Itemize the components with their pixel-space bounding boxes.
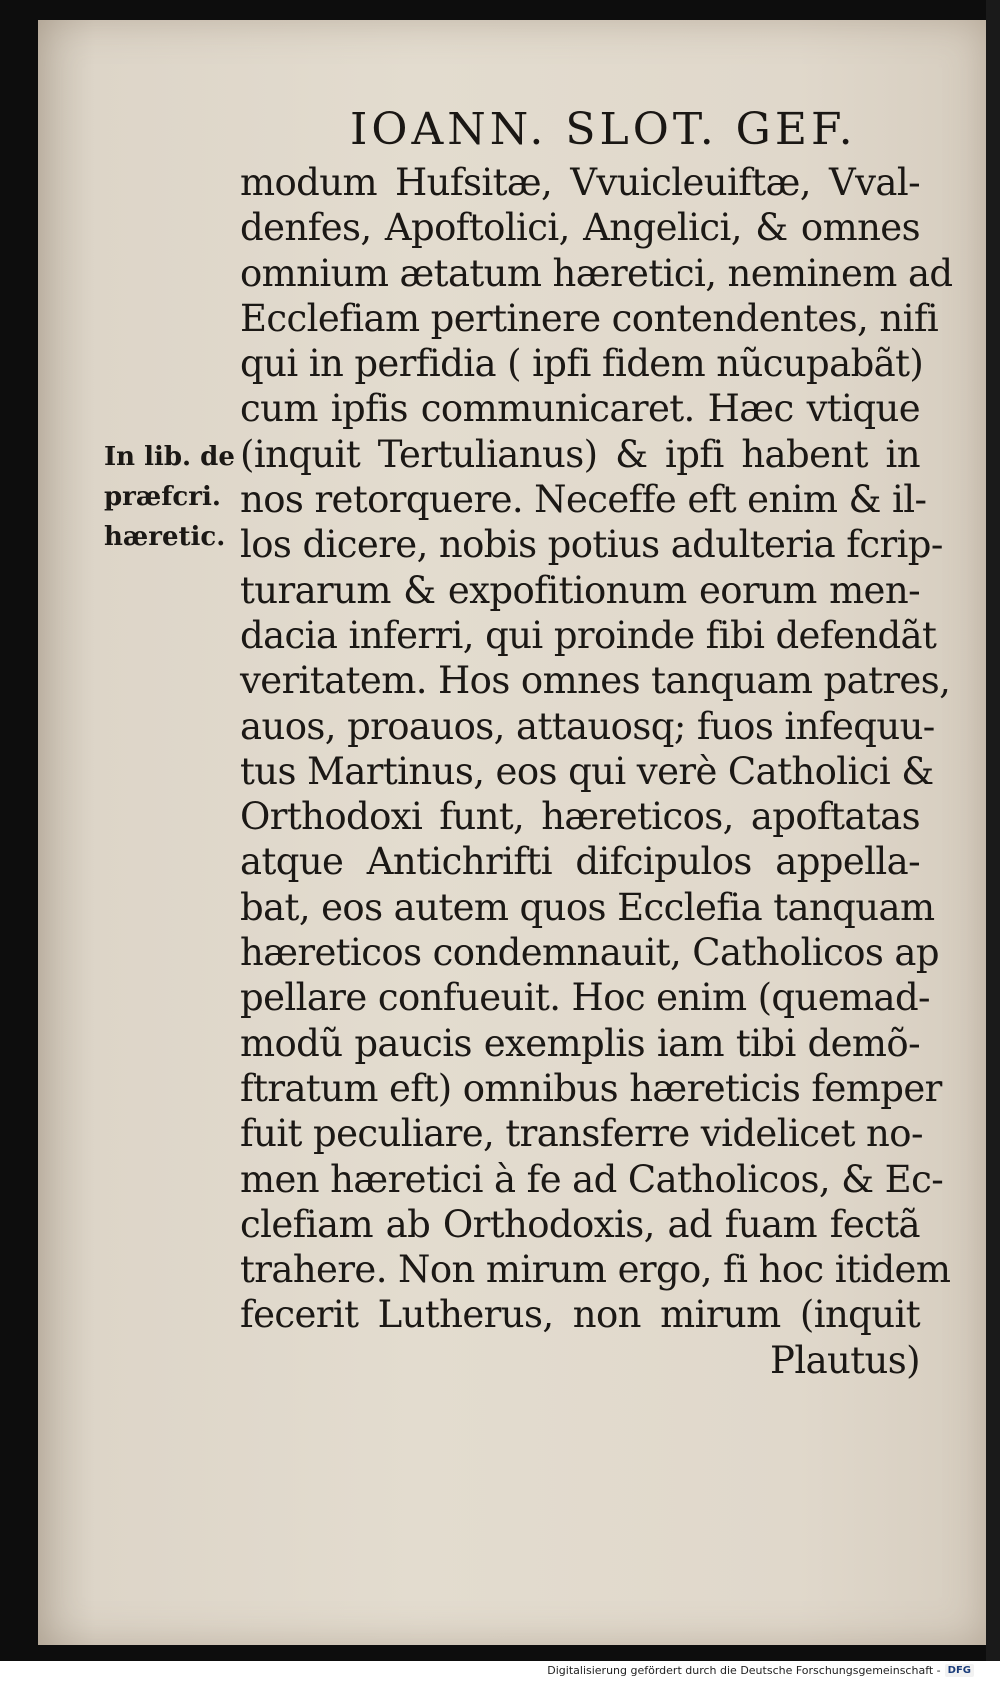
text-line: modũ paucis exemplis iam tibi demõ- [240,1021,920,1065]
text-line: nos retorquere. Neceffe eft enim & il- [240,478,927,522]
catchword: Plautus) [770,1338,920,1382]
text-line: denfes, Apoftolici, Angelici, & omnes [240,206,920,250]
text-line: turarum & expofitionum eorum men- [240,568,920,612]
text-line: men hæretici à fe ad Catholicos, & Ec- [240,1157,944,1201]
text-line: pellare confueuit. Hoc enim (quemad- [240,976,930,1020]
text-line: (inquit Tertulianus) & ipfi habent in [240,432,920,476]
marginal-note [104,437,235,557]
text-line: dacia inferri, qui proinde fibi defendãt [240,613,937,657]
text-line: veritatem. Hos omnes tanquam patres, [240,659,951,703]
text-line: tus Martinus, eos qui verè Catholici & [240,749,934,793]
text-line: cum ipfis communicaret. Hæc vtique [240,387,920,431]
funding-credit-text: Digitalisierung gefördert durch die Deutsche Forschungsgemeinschaft - [547,1664,941,1677]
running-head: IOANN. SLOT. GEF. [350,104,857,155]
text-line: qui in perfidia ( ipfi fidem nũcupabãt) [240,342,924,386]
text-line: trahere. Non mirum ergo, fi hoc itidem [240,1248,951,1292]
text-line: hæreticos condemnauit, Catholicos ap [240,931,939,975]
text-line: fuit peculiare, transferre videlicet no- [240,1112,923,1156]
marginal-note-line: hæretic. [104,522,226,552]
page-edge [986,0,1000,1683]
body-text [240,160,953,1383]
funding-credit [547,1664,974,1677]
text-line: fecerit Lutherus, non mirum (inquit [240,1293,920,1337]
text-line: Ecclefiam pertinere contendentes, nifi [240,296,939,340]
dfg-logo-icon: DFG [945,1664,974,1677]
text-line: modum Hufsitæ, Vvuicleuiftæ, Vval- [240,161,920,204]
text-line: ftratum eft) omnibus hæreticis femper [240,1066,942,1110]
text-line: omnium ætatum hæretici, neminem ad [240,251,953,295]
marginal-note-line: In lib. de [104,442,235,472]
text-line: clefiam ab Orthodoxis, ad fuam fectã [240,1202,920,1246]
text-line: los dicere, nobis potius adulteria fcrip- [240,523,943,567]
text-line: Orthodoxi funt, hæreticos, apoftatas [240,795,920,839]
text-line: atque Antichrifti difcipulos appella- [240,840,920,884]
text-line: auos, proauos, attauosq; fuos infequu- [240,704,935,748]
marginal-note-line: præfcri. [104,482,221,512]
text-line: bat, eos autem quos Ecclefia tanquam [240,885,935,929]
